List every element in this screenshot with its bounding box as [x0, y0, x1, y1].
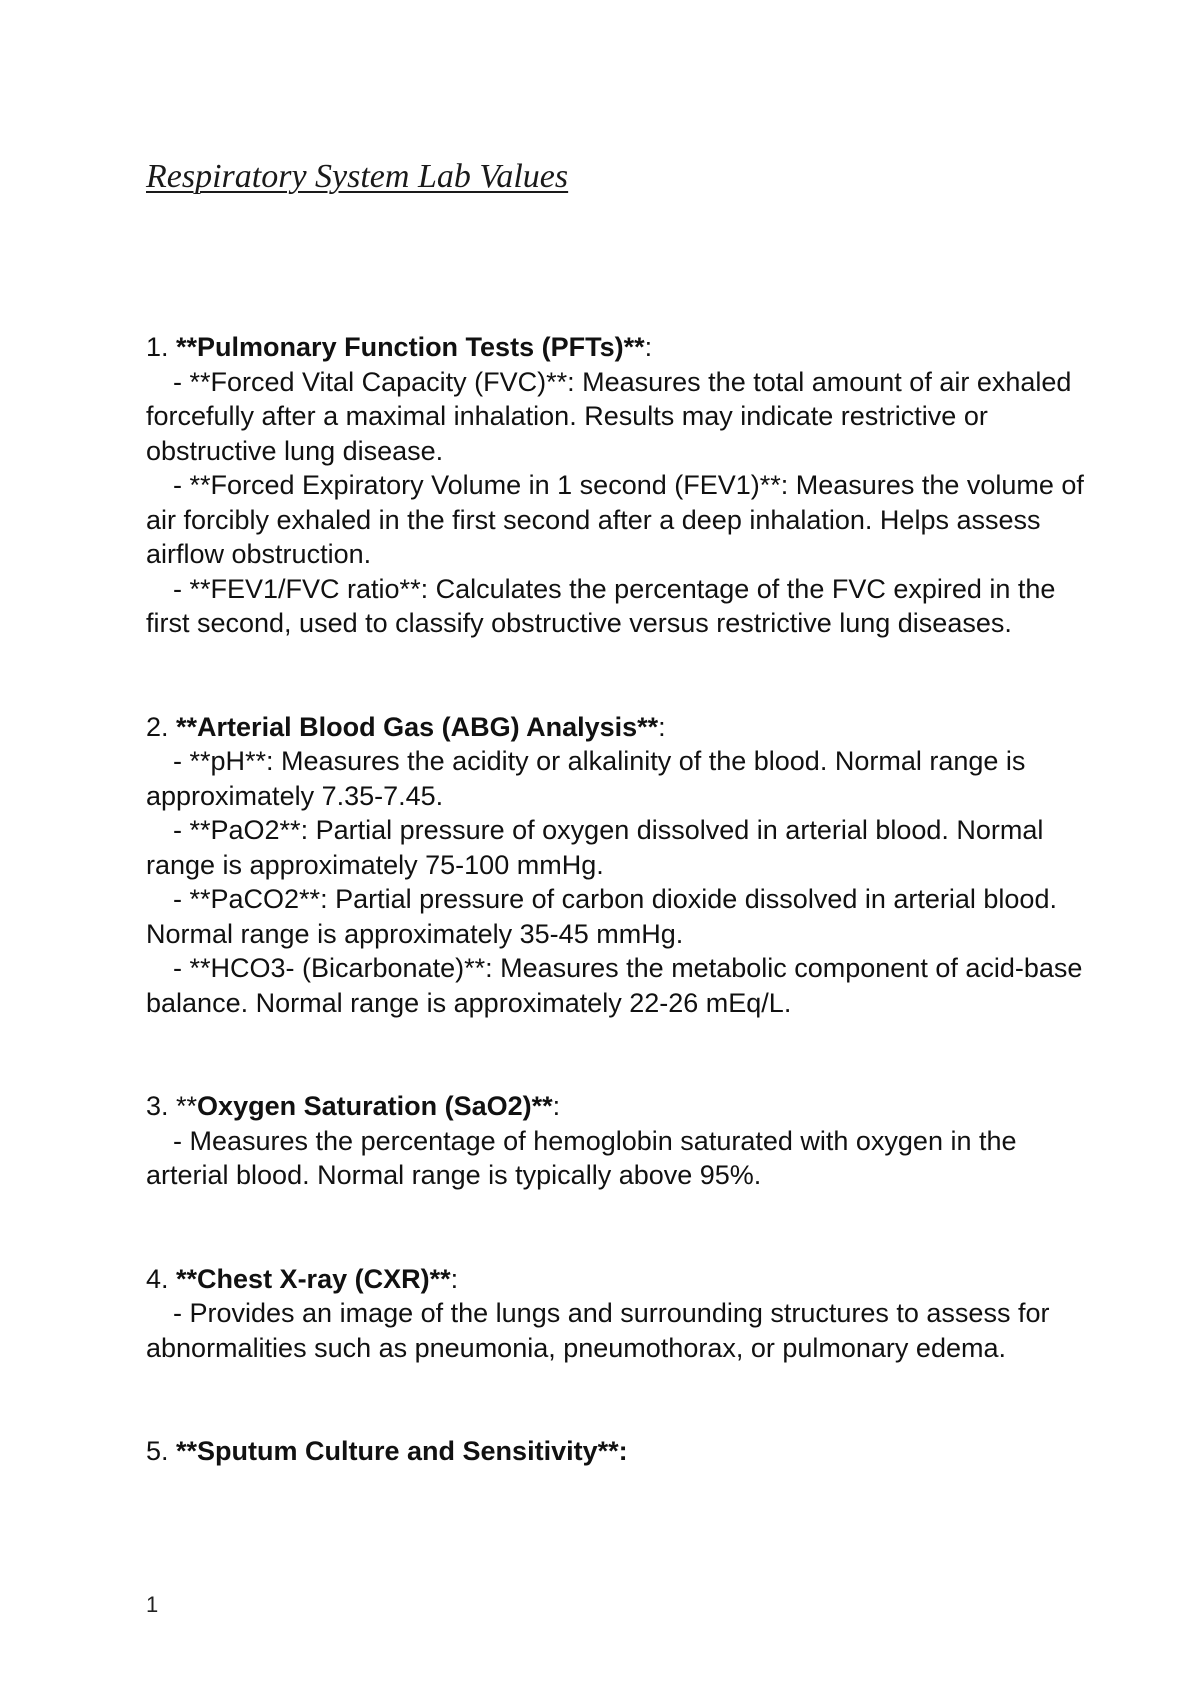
list-item-text: - **FEV1/FVC ratio**: Calculates the percentage of the FVC expired in the first second, used to classify obstructive versus restrictive lung diseases. — [146, 573, 1056, 638]
list-item-text: - Measures the percentage of hemoglobin saturated with oxygen in the arterial blood. Normal range is typically above 95%. — [146, 1125, 1017, 1190]
section-number: 5. — [146, 1436, 177, 1466]
section-number: 1. — [146, 332, 177, 362]
list-item — [146, 572, 1086, 641]
section-colon: : — [618, 1436, 628, 1466]
section-number: 3. ** — [146, 1091, 198, 1121]
list-item — [146, 882, 1086, 951]
section-number: 4. — [146, 1263, 177, 1294]
section-number: 2. — [146, 711, 177, 742]
section-arterial-blood-gas — [146, 710, 1086, 1021]
list-item — [146, 813, 1086, 882]
section-chest-x-ray — [146, 1262, 1086, 1366]
section-heading — [146, 1434, 1086, 1469]
page-number: 1 — [146, 1592, 159, 1617]
document-body — [146, 330, 1086, 1469]
section-heading — [146, 710, 1086, 745]
section-label: **Arterial Blood Gas (ABG) Analysis** — [176, 711, 659, 742]
list-item-text: - **PaO2**: Partial pressure of oxygen dissolved in arterial blood. Normal range is approximately 75-100 mmHg. — [146, 815, 1044, 880]
section-heading — [146, 330, 1086, 365]
list-item-text: - **Forced Vital Capacity (FVC)**: Measures the total amount of air exhaled forcefully after a maximal inhalation. Results may indicate restrictive or obstructive lung disease. — [146, 366, 1072, 466]
section-label: **Pulmonary Function Tests (PFTs)** — [176, 332, 645, 362]
list-item-text: - **PaCO2**: Partial pressure of carbon dioxide dissolved in arterial blood. Normal range is approximately 35-45 mmHg. — [146, 884, 1057, 949]
list-item-text: - **HCO3- (Bicarbonate)**: Measures the metabolic component of acid-base balance. Normal range is approximately 22-26 mEq/L. — [146, 953, 1083, 1018]
list-item-text: - **Forced Expiratory Volume in 1 second (FEV1)**: Measures the volume of air forcibly exhaled in the first second after a deep inhalation. Helps assess airflow obstruction. — [146, 470, 1084, 569]
section-colon: : — [644, 332, 653, 362]
section-label: **Sputum Culture and Sensitivity** — [176, 1436, 619, 1466]
section-heading — [146, 1089, 1086, 1124]
list-item — [146, 951, 1086, 1020]
section-label: Oxygen Saturation (SaO2)** — [197, 1091, 553, 1121]
section-colon: : — [658, 711, 666, 742]
page-title: Respiratory System Lab Values — [146, 158, 569, 195]
list-item — [146, 1124, 1086, 1193]
section-pulmonary-function-tests — [146, 330, 1086, 641]
section-label: **Chest X-ray (CXR)** — [176, 1263, 451, 1294]
list-item-text: - **pH**: Measures the acidity or alkalinity of the blood. Normal range is approximately 7.35-7.45. — [146, 746, 1026, 811]
list-item-text: - Provides an image of the lungs and surrounding structures to assess for abnormalities such as pneumonia, pneumothorax, or pulmonary edema. — [146, 1298, 1050, 1363]
section-colon: : — [552, 1091, 561, 1121]
list-item — [146, 1296, 1086, 1365]
section-sputum-culture — [146, 1434, 1086, 1469]
section-colon: : — [450, 1263, 459, 1294]
list-item — [146, 744, 1086, 813]
section-heading — [146, 1262, 1086, 1297]
list-item — [146, 365, 1086, 469]
list-item — [146, 468, 1086, 572]
section-oxygen-saturation — [146, 1089, 1086, 1193]
